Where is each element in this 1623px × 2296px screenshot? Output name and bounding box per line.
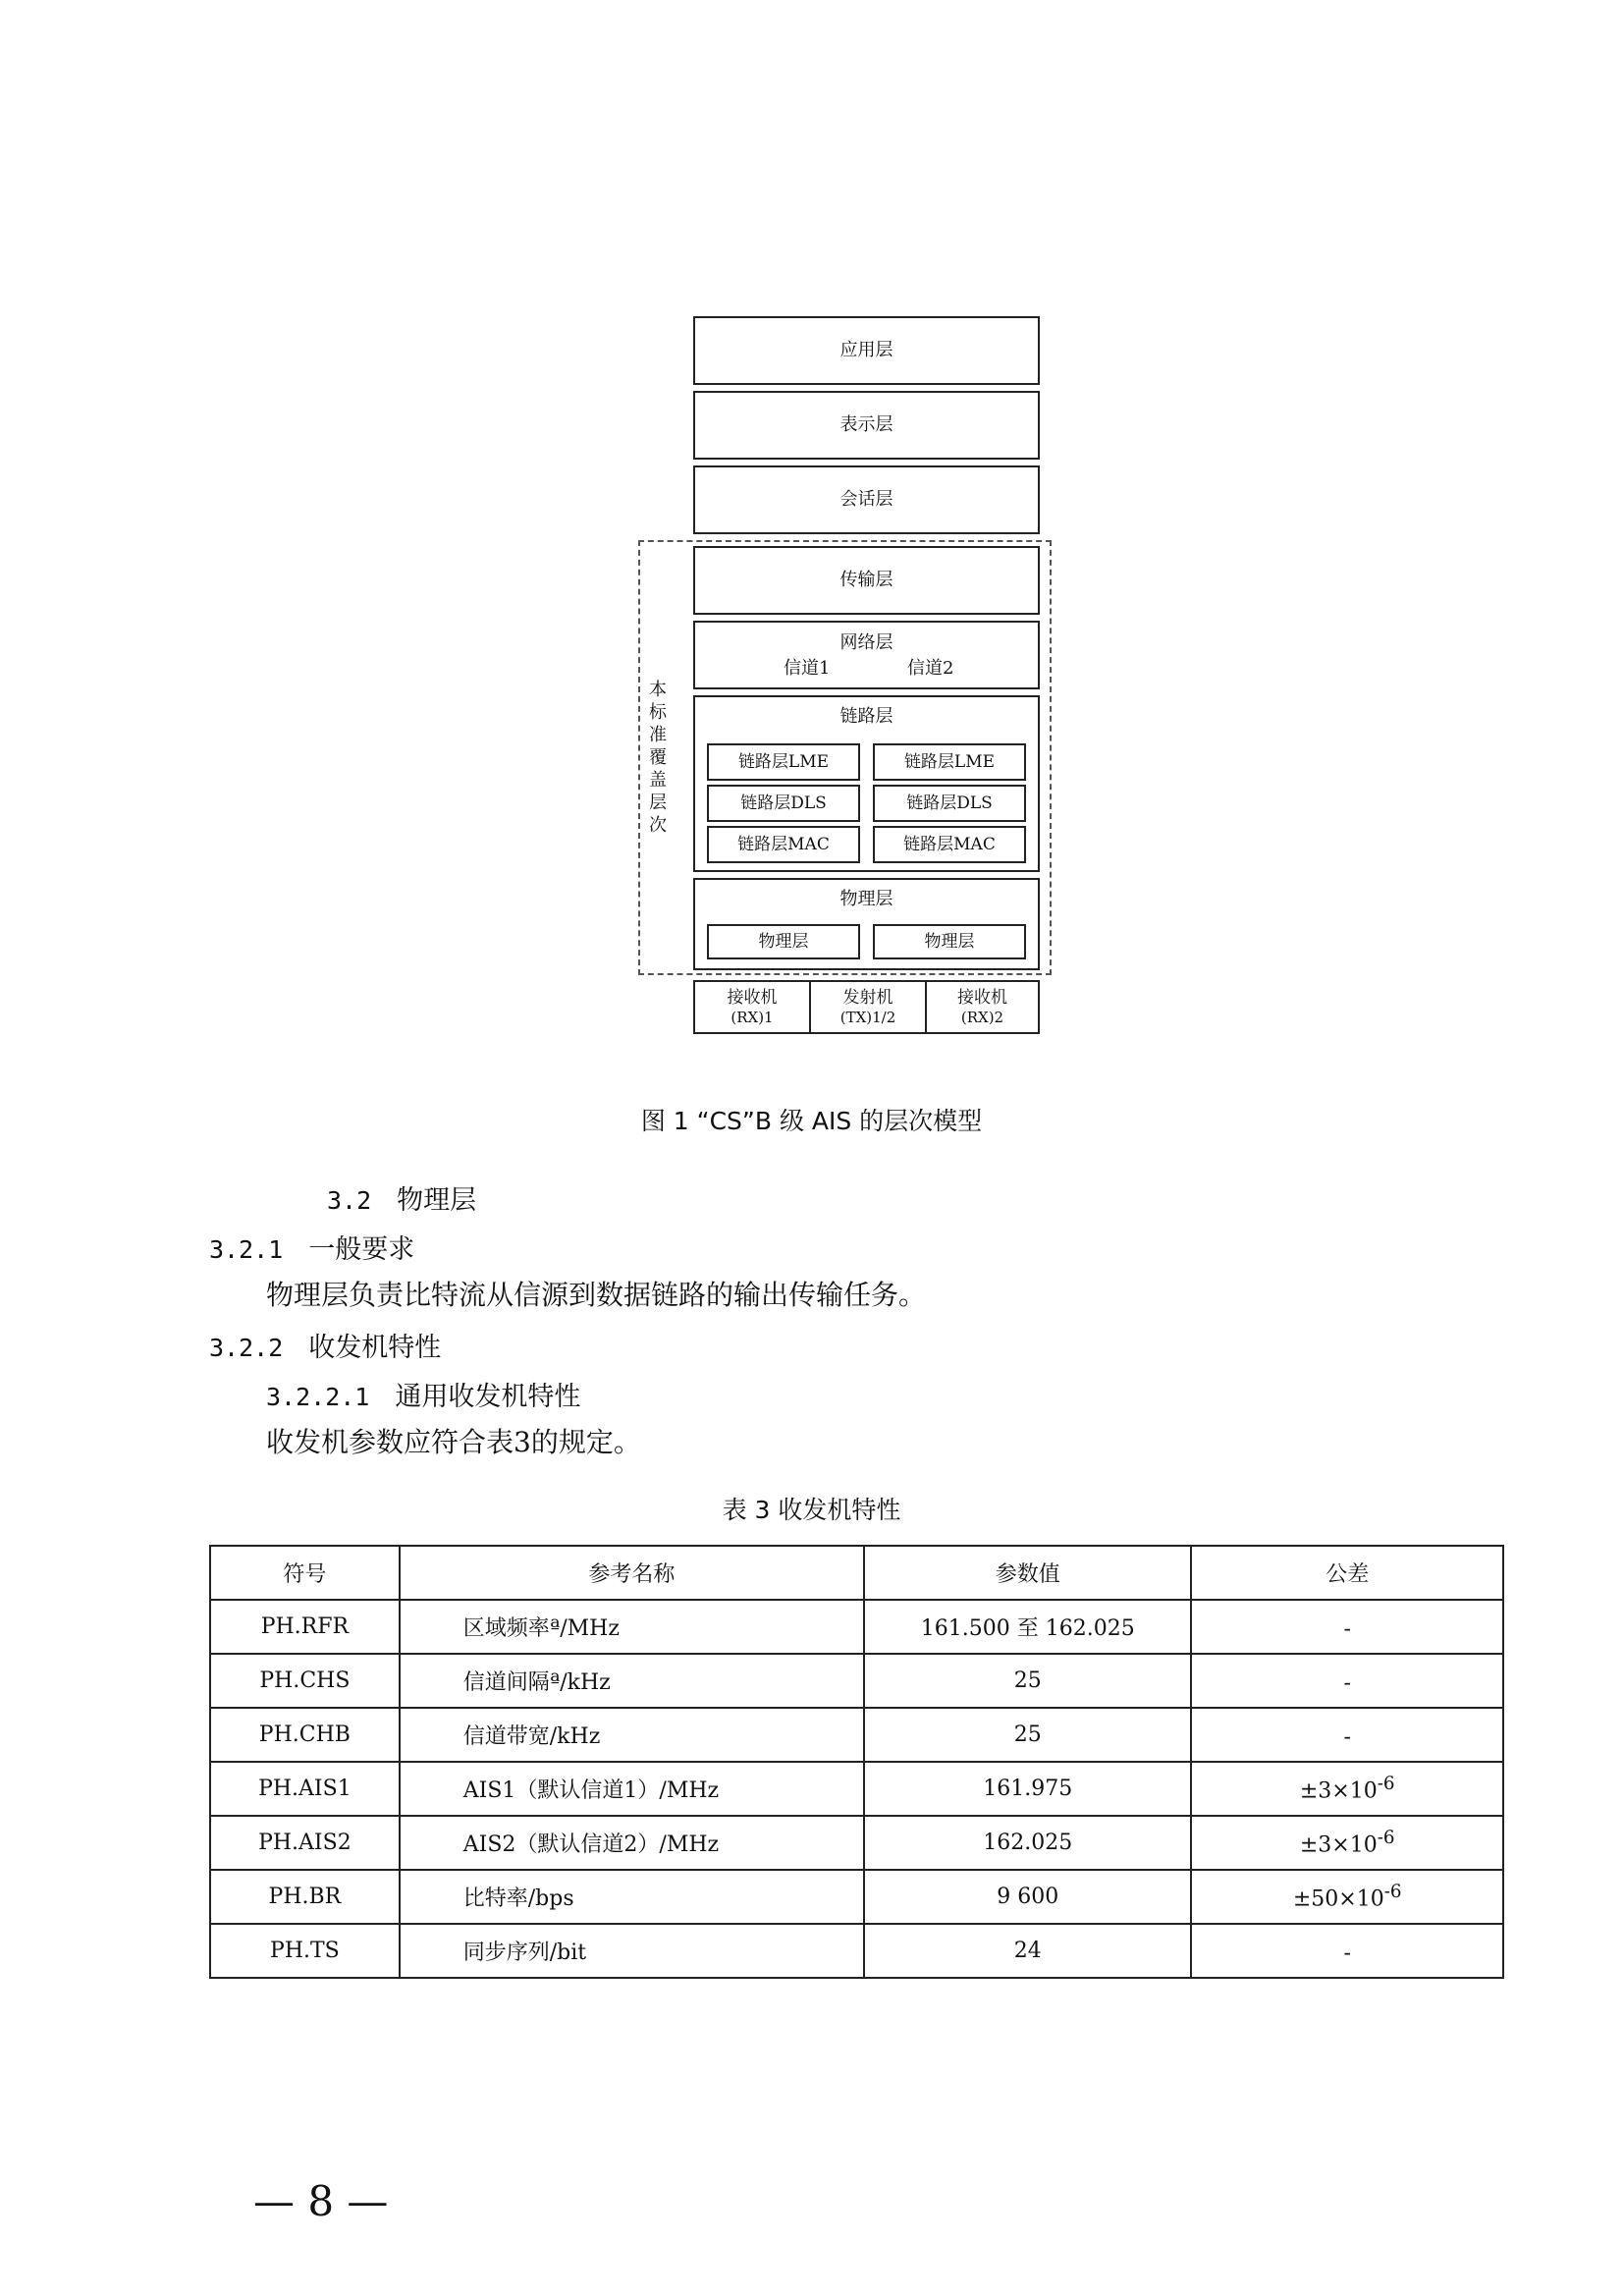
tolerance-base: ±50×10	[1292, 1886, 1384, 1912]
receiver-2-label: 接收机	[957, 987, 1007, 1008]
cell-value: 24	[864, 1924, 1191, 1978]
link-lme-ch2: 链路层LME	[873, 743, 1026, 781]
scope-char: 次	[649, 815, 667, 836]
cell-symbol: PH.AIS2	[210, 1816, 400, 1870]
transmitter	[809, 980, 927, 1034]
section-title: 通用收发机特性	[395, 1382, 581, 1412]
cell-name: 同步序列/bit	[400, 1924, 864, 1978]
cell-value: 25	[864, 1708, 1191, 1762]
header-name: 参考名称	[400, 1546, 864, 1600]
figure-caption: 图 1 “CS”B 级 AIS 的层次模型	[640, 1107, 983, 1135]
cell-symbol: PH.BR	[210, 1870, 400, 1924]
scope-char: 本	[649, 680, 667, 700]
cell-tolerance	[1191, 1600, 1503, 1654]
cell-name: 比特率/bps	[400, 1870, 864, 1924]
scope-char: 准	[649, 725, 667, 745]
cell-tolerance	[1191, 1924, 1503, 1978]
cell-symbol: PH.CHB	[210, 1708, 400, 1762]
section-number: 3.2	[327, 1186, 372, 1215]
cell-symbol: PH.AIS1	[210, 1762, 400, 1816]
cell-value: 25	[864, 1654, 1191, 1708]
physical-layer-title: 物理层	[839, 889, 893, 909]
network-channel-1: 信道1	[784, 658, 831, 679]
cell-name: 信道带宽/kHz	[400, 1708, 864, 1762]
cell-tolerance	[1191, 1816, 1503, 1870]
link-dls-ch1: 链路层DLS	[707, 785, 860, 822]
cell-value: 161.500 至 162.025	[864, 1600, 1191, 1654]
table-header-row	[210, 1546, 1503, 1600]
tolerance-base: ±3×10	[1299, 1778, 1378, 1804]
link-mac-ch1: 链路层MAC	[707, 826, 860, 863]
tolerance-exponent: -6	[1383, 1882, 1402, 1903]
section-3-2-heading	[327, 1178, 476, 1217]
cell-name: AIS1（默认信道1）/MHz	[400, 1762, 864, 1816]
tolerance-exponent: -6	[1377, 1828, 1395, 1849]
table-row	[210, 1654, 1503, 1708]
tolerance-exponent: -6	[1377, 1774, 1395, 1795]
cell-value: 162.025	[864, 1816, 1191, 1870]
scope-char: 层	[649, 793, 667, 813]
network-channel-2: 信道2	[907, 658, 954, 679]
link-layer-title: 链路层	[839, 706, 893, 727]
table-row	[210, 1600, 1503, 1654]
section-3-2-2-1-heading	[266, 1375, 580, 1413]
transmitter-label: 发射机	[842, 987, 893, 1008]
table-caption: 表 3 收发机特性	[722, 1496, 901, 1524]
header-tolerance: 公差	[1191, 1546, 1503, 1600]
header-value: 参数值	[864, 1546, 1191, 1600]
cell-tolerance	[1191, 1870, 1503, 1924]
section-title: 一般要求	[308, 1234, 415, 1265]
transport-layer: 传输层	[693, 546, 1040, 615]
physical-sub-ch2: 物理层	[873, 924, 1026, 959]
cell-value: 9 600	[864, 1870, 1191, 1924]
cell-tolerance	[1191, 1762, 1503, 1816]
cell-name: 区域频率ª/MHz	[400, 1600, 864, 1654]
cell-symbol: PH.TS	[210, 1924, 400, 1978]
receiver-2-code: (RX)2	[960, 1008, 1004, 1026]
section-3-2-2-heading	[209, 1326, 441, 1364]
page-number: — 8 —	[253, 2177, 389, 2225]
table-row	[210, 1708, 1503, 1762]
link-dls-ch2: 链路层DLS	[873, 785, 1026, 822]
table-row	[210, 1762, 1503, 1816]
cell-name: AIS2（默认信道2）/MHz	[400, 1816, 864, 1870]
tolerance-base: ±3×10	[1299, 1832, 1378, 1858]
scope-char: 覆	[649, 747, 667, 768]
cell-symbol: PH.RFR	[210, 1600, 400, 1654]
header-symbol: 符号	[210, 1546, 400, 1600]
tolerance-base: -	[1343, 1670, 1351, 1696]
network-layer	[693, 621, 1040, 689]
cell-tolerance	[1191, 1654, 1503, 1708]
section-title: 收发机特性	[308, 1333, 442, 1363]
table-row	[210, 1870, 1503, 1924]
receiver-1	[693, 980, 811, 1034]
scope-char: 标	[649, 702, 667, 723]
transmitter-code: (TX)1/2	[839, 1008, 896, 1026]
receiver-1-code: (RX)1	[730, 1008, 774, 1026]
physical-sub-ch1: 物理层	[707, 924, 860, 959]
link-lme-ch1: 链路层LME	[707, 743, 860, 781]
table-row	[210, 1924, 1503, 1978]
tolerance-base: -	[1343, 1941, 1351, 1966]
network-layer-title: 网络层	[839, 632, 893, 653]
application-layer: 应用层	[693, 316, 1040, 385]
transceiver-spec-table	[209, 1545, 1504, 1979]
tolerance-base: -	[1343, 1616, 1351, 1642]
section-number: 3.2.2	[209, 1334, 284, 1362]
tolerance-base: -	[1343, 1724, 1351, 1750]
link-mac-ch2: 链路层MAC	[873, 826, 1026, 863]
scope-char: 盖	[649, 770, 667, 791]
section-number: 3.2.1	[209, 1235, 284, 1264]
cell-value: 161.975	[864, 1762, 1191, 1816]
cell-name: 信道间隔ª/kHz	[400, 1654, 864, 1708]
section-3-2-1-heading	[209, 1228, 414, 1266]
receiver-2	[925, 980, 1040, 1034]
table-row	[210, 1816, 1503, 1870]
cell-tolerance	[1191, 1708, 1503, 1762]
section-3-2-2-1-text: 收发机参数应符合表3的规定。	[266, 1426, 641, 1458]
section-number: 3.2.2.1	[266, 1383, 370, 1411]
session-layer: 会话层	[693, 465, 1040, 534]
section-title: 物理层	[397, 1185, 477, 1216]
section-3-2-1-text: 物理层负责比特流从信源到数据链路的输出传输任务。	[266, 1279, 927, 1311]
presentation-layer: 表示层	[693, 391, 1040, 460]
cell-symbol: PH.CHS	[210, 1654, 400, 1708]
receiver-1-label: 接收机	[727, 987, 778, 1008]
